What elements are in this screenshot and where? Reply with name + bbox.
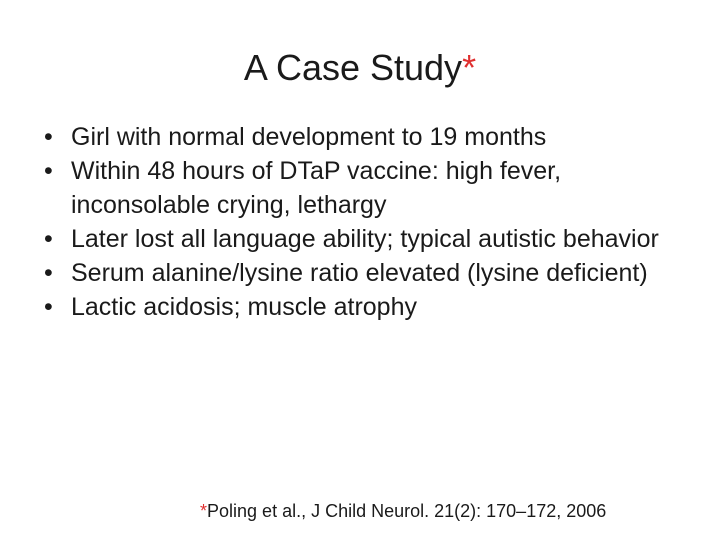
footnote-asterisk: *: [200, 501, 208, 521]
slide-title-text: A Case Study: [243, 47, 463, 88]
bullet-dot-icon: •: [44, 293, 53, 321]
bullet-dot-icon: •: [44, 157, 53, 185]
footnote-text: Poling et al., J Child Neurol. 21(2): 170–172, 2006: [207, 501, 607, 521]
title-asterisk: *: [462, 47, 477, 88]
bullet-dot-icon: •: [44, 225, 53, 253]
bullet-item: [44, 120, 684, 154]
bullet-item: [44, 256, 684, 290]
bullet-list: [44, 120, 684, 324]
bullet-item: [44, 222, 684, 256]
bullet-item: [44, 290, 684, 324]
bullet-text: Girl with normal development to 19 months: [71, 123, 547, 151]
bullet-text: Later lost all language ability; typical autistic behavior: [71, 225, 659, 253]
bullet-dot-icon: •: [44, 123, 53, 151]
bullet-item: [44, 154, 684, 222]
footnote-citation: [200, 498, 710, 524]
bullet-text: Within 48 hours of DTaP vaccine: high fever, inconsolable crying, lethargy: [71, 157, 562, 219]
bullet-text: Serum alanine/lysine ratio elevated (lysine deficient): [71, 259, 648, 287]
bullet-dot-icon: •: [44, 259, 53, 287]
slide-title: [0, 44, 720, 92]
bullet-text: Lactic acidosis; muscle atrophy: [71, 293, 417, 321]
